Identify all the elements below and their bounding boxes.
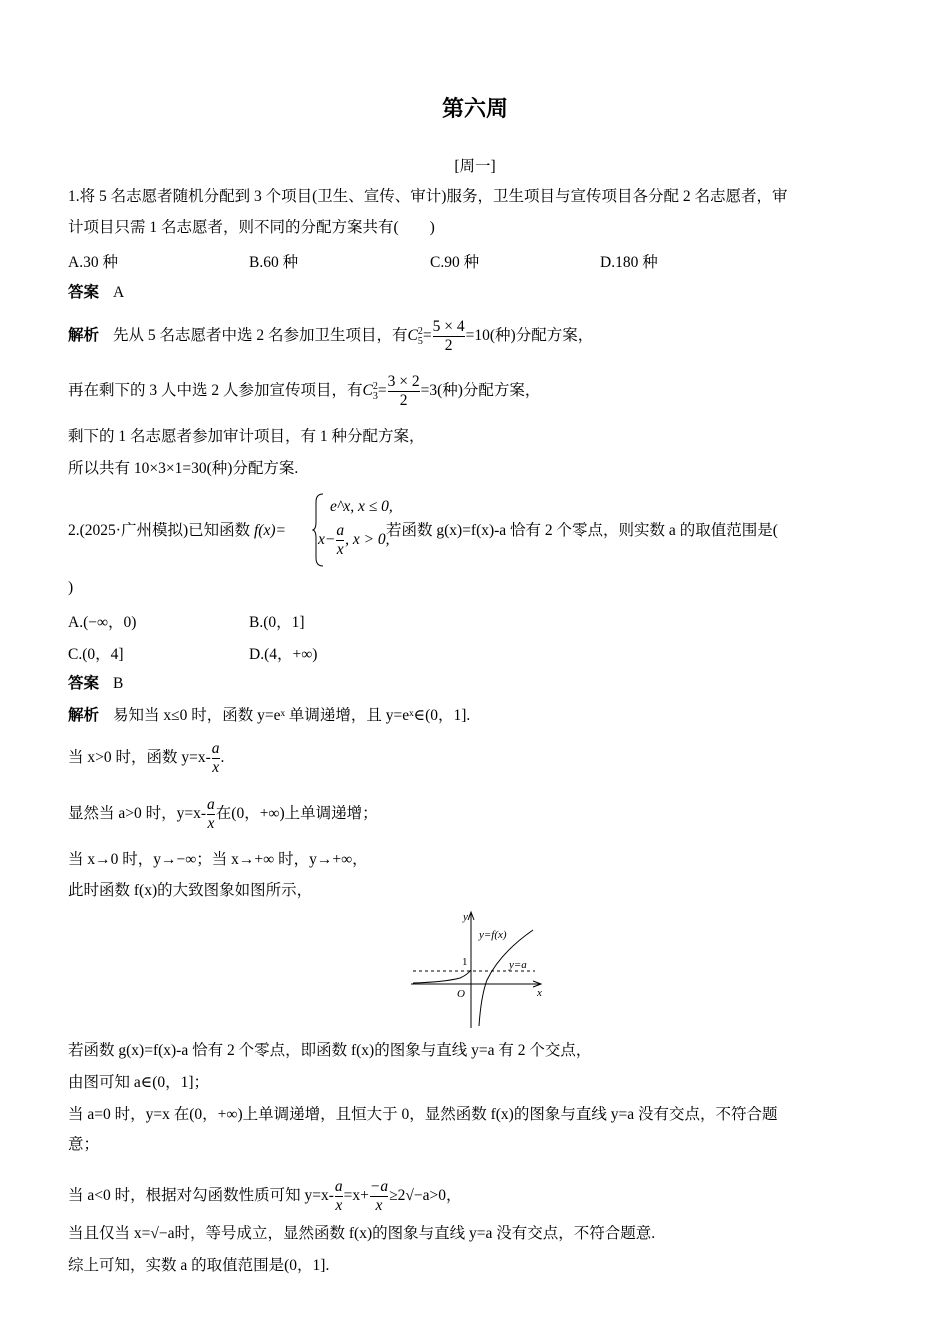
- answer-value: A: [113, 284, 125, 301]
- q1-analysis-line1: 解析 先从 5 名志愿者中选 2 名参加卫生项目，有C 2 5 = $\frac{5 \times 4}{2}$ =10(种)分配方案，: [68, 318, 594, 354]
- answer-label: 答案: [68, 675, 100, 692]
- combination-sup: 2: [417, 325, 423, 337]
- q2-analysis-line5: 此时函数 f(x)的大致图象如图所示，: [68, 882, 313, 899]
- analysis-text: .: [220, 749, 225, 767]
- analysis-label: 解析: [68, 707, 100, 724]
- analysis-text: 再在剩下的 3 人中选 2 人参加宣传项目，有: [68, 382, 363, 400]
- fraction: [207, 796, 215, 833]
- q1-analysis-line3: 剩下的 1 名志愿者参加审计项目，有 1 种分配方案，: [68, 428, 425, 445]
- analysis-text: 易知当 x≤0 时，函数 y=eˣ 单调递增，且 y=eˣ∈(0，1].: [113, 707, 471, 724]
- piecewise-case-2: [318, 522, 390, 559]
- q2-analysis-line2: [68, 740, 224, 777]
- combination-symbol: C: [407, 327, 418, 345]
- right-curve: [479, 930, 533, 1026]
- analysis-text: 在(0，+∞)上单调递增；: [215, 805, 378, 823]
- fraction-denominator: x: [212, 759, 220, 776]
- q1-option-c: C.90 种: [430, 254, 480, 271]
- fraction: [335, 1178, 343, 1215]
- q2-option-a: A.(−∞，0): [68, 614, 137, 631]
- q2-analysis-line10: [68, 1178, 462, 1215]
- fraction-numerator: a: [334, 1178, 343, 1195]
- analysis-text: =3(种)分配方案，: [420, 382, 541, 400]
- q2-analysis-line7: 由图可知 a∈(0，1]；: [68, 1074, 210, 1091]
- fraction-numerator: a: [336, 522, 345, 539]
- x-axis-label: x: [537, 987, 542, 999]
- q2-analysis-line12: 综上可知，实数 a 的取值范围是(0，1].: [68, 1257, 330, 1274]
- analysis-text: 当 a<0 时，根据对勾函数性质可知 y=x-: [68, 1187, 334, 1205]
- q2-analysis-line4: 当 x→0 时，y→−∞；当 x→+∞ 时，y→+∞，: [68, 851, 368, 868]
- fraction: [370, 1178, 388, 1215]
- q2-stem-close: ): [68, 579, 74, 596]
- q1-analysis-line4: 所以共有 10×3×1=30(种)分配方案.: [68, 460, 299, 477]
- answer-label: 答案: [68, 284, 100, 301]
- fraction-numerator: 3 × 2: [387, 373, 420, 390]
- analysis-text: 先从 5 名志愿者中选 2 名参加卫生项目，有: [113, 327, 408, 345]
- fraction: [433, 318, 465, 355]
- q1-analysis-line2: 再在剩下的 3 人中选 2 人参加宣传项目，有C 2 3 = $\frac{3 \times 2}{2}$ =3(种)分配方案，: [68, 373, 541, 409]
- combination-sup: 2: [372, 380, 378, 392]
- fraction-numerator: a: [207, 796, 215, 813]
- combination-symbol: C: [362, 382, 373, 400]
- fraction-denominator: x: [370, 1196, 388, 1215]
- analysis-text: =x+: [343, 1187, 369, 1205]
- q2-analysis-line8: 当 a=0 时，y=x 在(0，+∞)上单调递增，且恒大于 0，显然函数 f(x)的图象与直线 y=a 没有交点，不符合题: [68, 1106, 778, 1123]
- analysis-text: =10(种)分配方案，: [465, 327, 594, 345]
- fraction: [336, 522, 344, 559]
- analysis-text: ≥2√−a>0，: [389, 1187, 462, 1205]
- curve-label: y=f(x): [479, 929, 507, 941]
- q2-answer: [68, 674, 123, 694]
- q1-option-d: D.180 种: [600, 254, 658, 271]
- q1-option-a: A.30 种: [68, 254, 118, 271]
- section-heading: [周一]: [454, 158, 496, 175]
- analysis-text: 显然当 a>0 时，y=x-: [68, 805, 207, 823]
- fraction-denominator: x: [335, 1197, 343, 1214]
- q1-stem-line1: 1.将 5 名志愿者随机分配到 3 个项目(卫生、宣传、审计)服务，卫生项目与宣传项目各分配 2 名志愿者，审: [68, 188, 788, 205]
- q2-analysis-line1: [68, 706, 470, 726]
- q2-analysis-line9: 意；: [68, 1136, 100, 1153]
- origin-label: O: [457, 988, 465, 1000]
- fraction-denominator: 2: [433, 336, 465, 355]
- y-axis-label: y: [463, 911, 468, 923]
- tick-label-one: 1: [462, 956, 468, 968]
- analysis-text: 当 x>0 时，函数 y=x-: [68, 749, 211, 767]
- q2-analysis-line11: 当且仅当 x=√−a时，等号成立，显然函数 f(x)的图象与直线 y=a 没有交点，不符合题意.: [68, 1225, 656, 1242]
- fraction-numerator: a: [211, 740, 220, 757]
- q2-stem-text: 2.(2025·广州模拟)已知函数: [68, 522, 254, 539]
- piecewise-case-1: e^x, x ≤ 0,: [330, 498, 393, 515]
- q1-answer: [68, 283, 124, 303]
- exp-curve: [413, 970, 471, 983]
- function-graph: [405, 908, 550, 1030]
- fraction-denominator: x: [336, 541, 344, 558]
- combination-sub: 3: [372, 390, 378, 402]
- q1-option-b: B.60 种: [249, 254, 299, 271]
- fraction-numerator: 5 × 4: [432, 318, 465, 335]
- q2-analysis-line6: 若函数 g(x)=f(x)-a 恰有 2 个零点，即函数 f(x)的图象与直线 y=a 有 2 个交点，: [68, 1042, 592, 1059]
- fraction: [388, 373, 420, 410]
- q2-stem-text: 若函数 g(x)=f(x)-a 恰有 2 个零点，则实数 a 的取值范围是(: [385, 522, 778, 539]
- page-title: 第六周: [441, 96, 508, 121]
- q2-analysis-line3: [68, 796, 378, 833]
- case2-text: x−: [318, 531, 336, 549]
- fraction: [212, 740, 220, 777]
- combination-sub: 5: [417, 335, 423, 347]
- q2-option-d: D.(4，+∞): [249, 646, 318, 663]
- case2-text: , x > 0,: [345, 531, 390, 549]
- function-name: f(x)=: [254, 522, 286, 539]
- fraction-numerator: −a: [369, 1178, 389, 1195]
- q1-stem-line2: 计项目只需 1 名志愿者，则不同的分配方案共有( ): [68, 219, 435, 236]
- q2-option-c: C.(0，4]: [68, 646, 124, 663]
- fraction-denominator: x: [207, 815, 215, 832]
- q2-option-b: B.(0，1]: [249, 614, 305, 631]
- fraction-denominator: 2: [388, 391, 420, 410]
- analysis-label: 解析: [68, 327, 100, 345]
- q2-stem: [68, 521, 778, 541]
- answer-value: B: [113, 675, 124, 692]
- line-label: y=a: [509, 959, 527, 971]
